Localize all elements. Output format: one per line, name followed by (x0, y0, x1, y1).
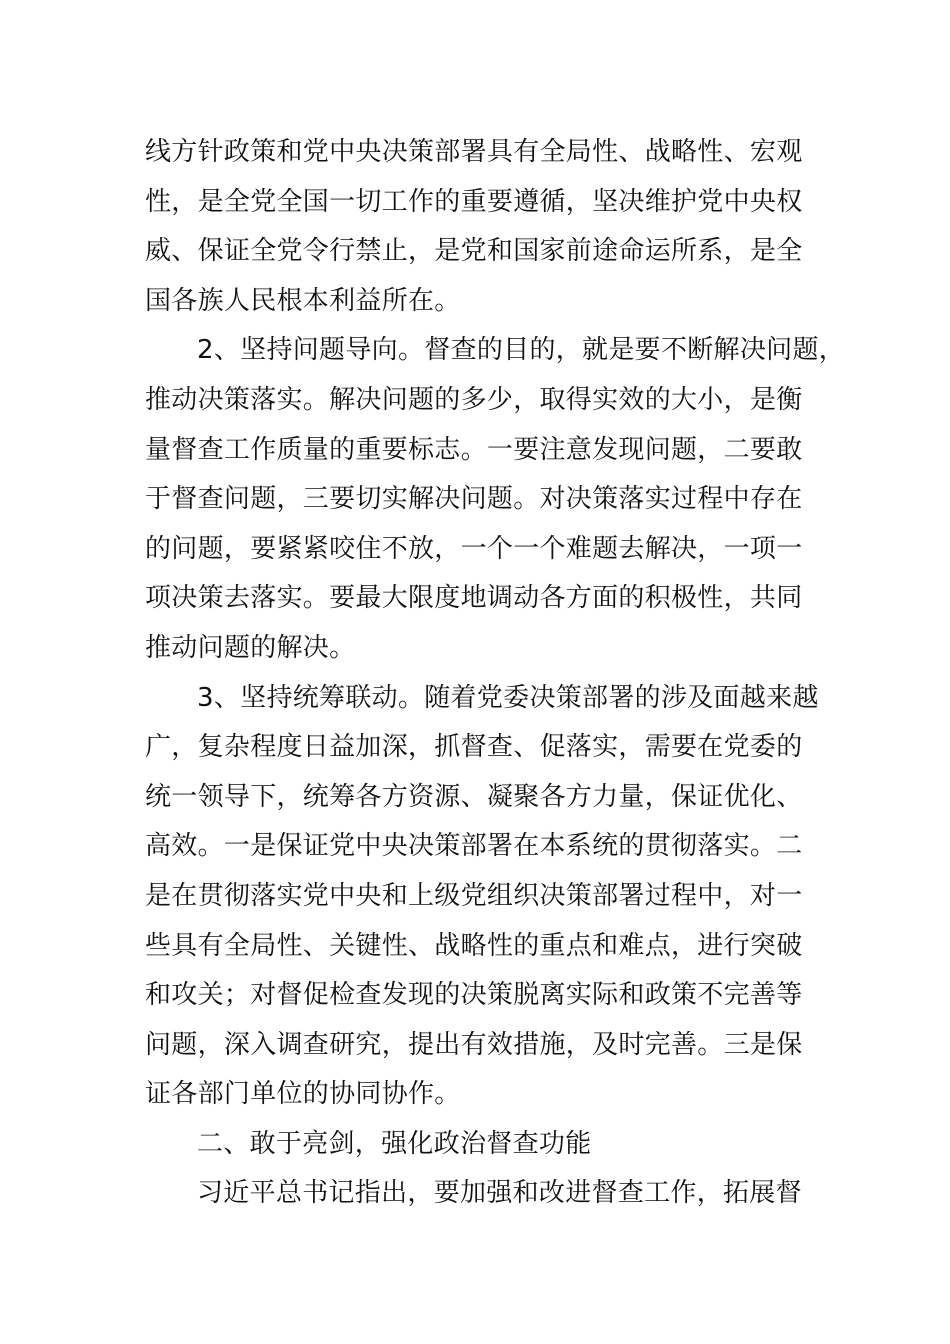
text-line: 些具有全局性、关键性、战略性的重点和难点，进行突破 (145, 930, 803, 961)
text-line: 和攻关；对督促检查发现的决策脱离实际和政策不完善等 (145, 980, 803, 1011)
paragraph-heading-2: 2、坚持问题导向。督查的目的，就是要不断解决问题， (197, 335, 846, 366)
text-line: 推动决策落实。解决问题的多少，取得实效的大小，是衡 (145, 384, 803, 415)
section-heading: 二、敢于亮剑，强化政治督查功能 (197, 1128, 592, 1159)
text-line: 广，复杂程度日益加深，抓督查、促落实，需要在党委的 (145, 732, 803, 763)
text-line: 量督查工作质量的重要标志。一要注意发现问题，二要敢 (145, 434, 803, 465)
text-line: 推动问题的解决。 (145, 632, 356, 663)
text-line: 性，是全党全国一切工作的重要遵循，坚决维护党中央权 (145, 186, 803, 217)
text-line: 的问题，要紧紧咬住不放，一个一个难题去解决，一项一 (145, 533, 803, 564)
text-line: 证各部门单位的协同协作。 (145, 1079, 461, 1110)
text-line: 习近平总书记指出，要加强和改进督查工作，拓展督 (197, 1178, 802, 1209)
text-line: 高效。一是保证党中央决策部署在本系统的贯彻落实。二 (145, 831, 803, 862)
text-line: 是在贯彻落实党中央和上级党组织决策部署过程中，对一 (145, 880, 803, 911)
text-line: 问题，深入调查研究，提出有效措施，及时完善。三是保 (145, 1029, 803, 1060)
paragraph-heading-3: 3、坚持统筹联动。随着党委决策部署的涉及面越来越 (197, 682, 819, 713)
text-line: 国各族人民根本利益所在。 (145, 285, 461, 316)
text-line: 项决策去落实。要最大限度地调动各方面的积极性，共同 (145, 583, 803, 614)
text-line: 威、保证全党令行禁止，是党和国家前途命运所系，是全 (145, 236, 803, 267)
text-line: 统一领导下，统筹各方资源、凝聚各方力量，保证优化、 (145, 781, 803, 812)
text-line: 于督查问题，三要切实解决问题。对决策落实过程中存在 (145, 484, 803, 515)
document-body (145, 128, 846, 1219)
text-line: 线方针政策和党中央决策部署具有全局性、战略性、宏观 (145, 137, 803, 167)
